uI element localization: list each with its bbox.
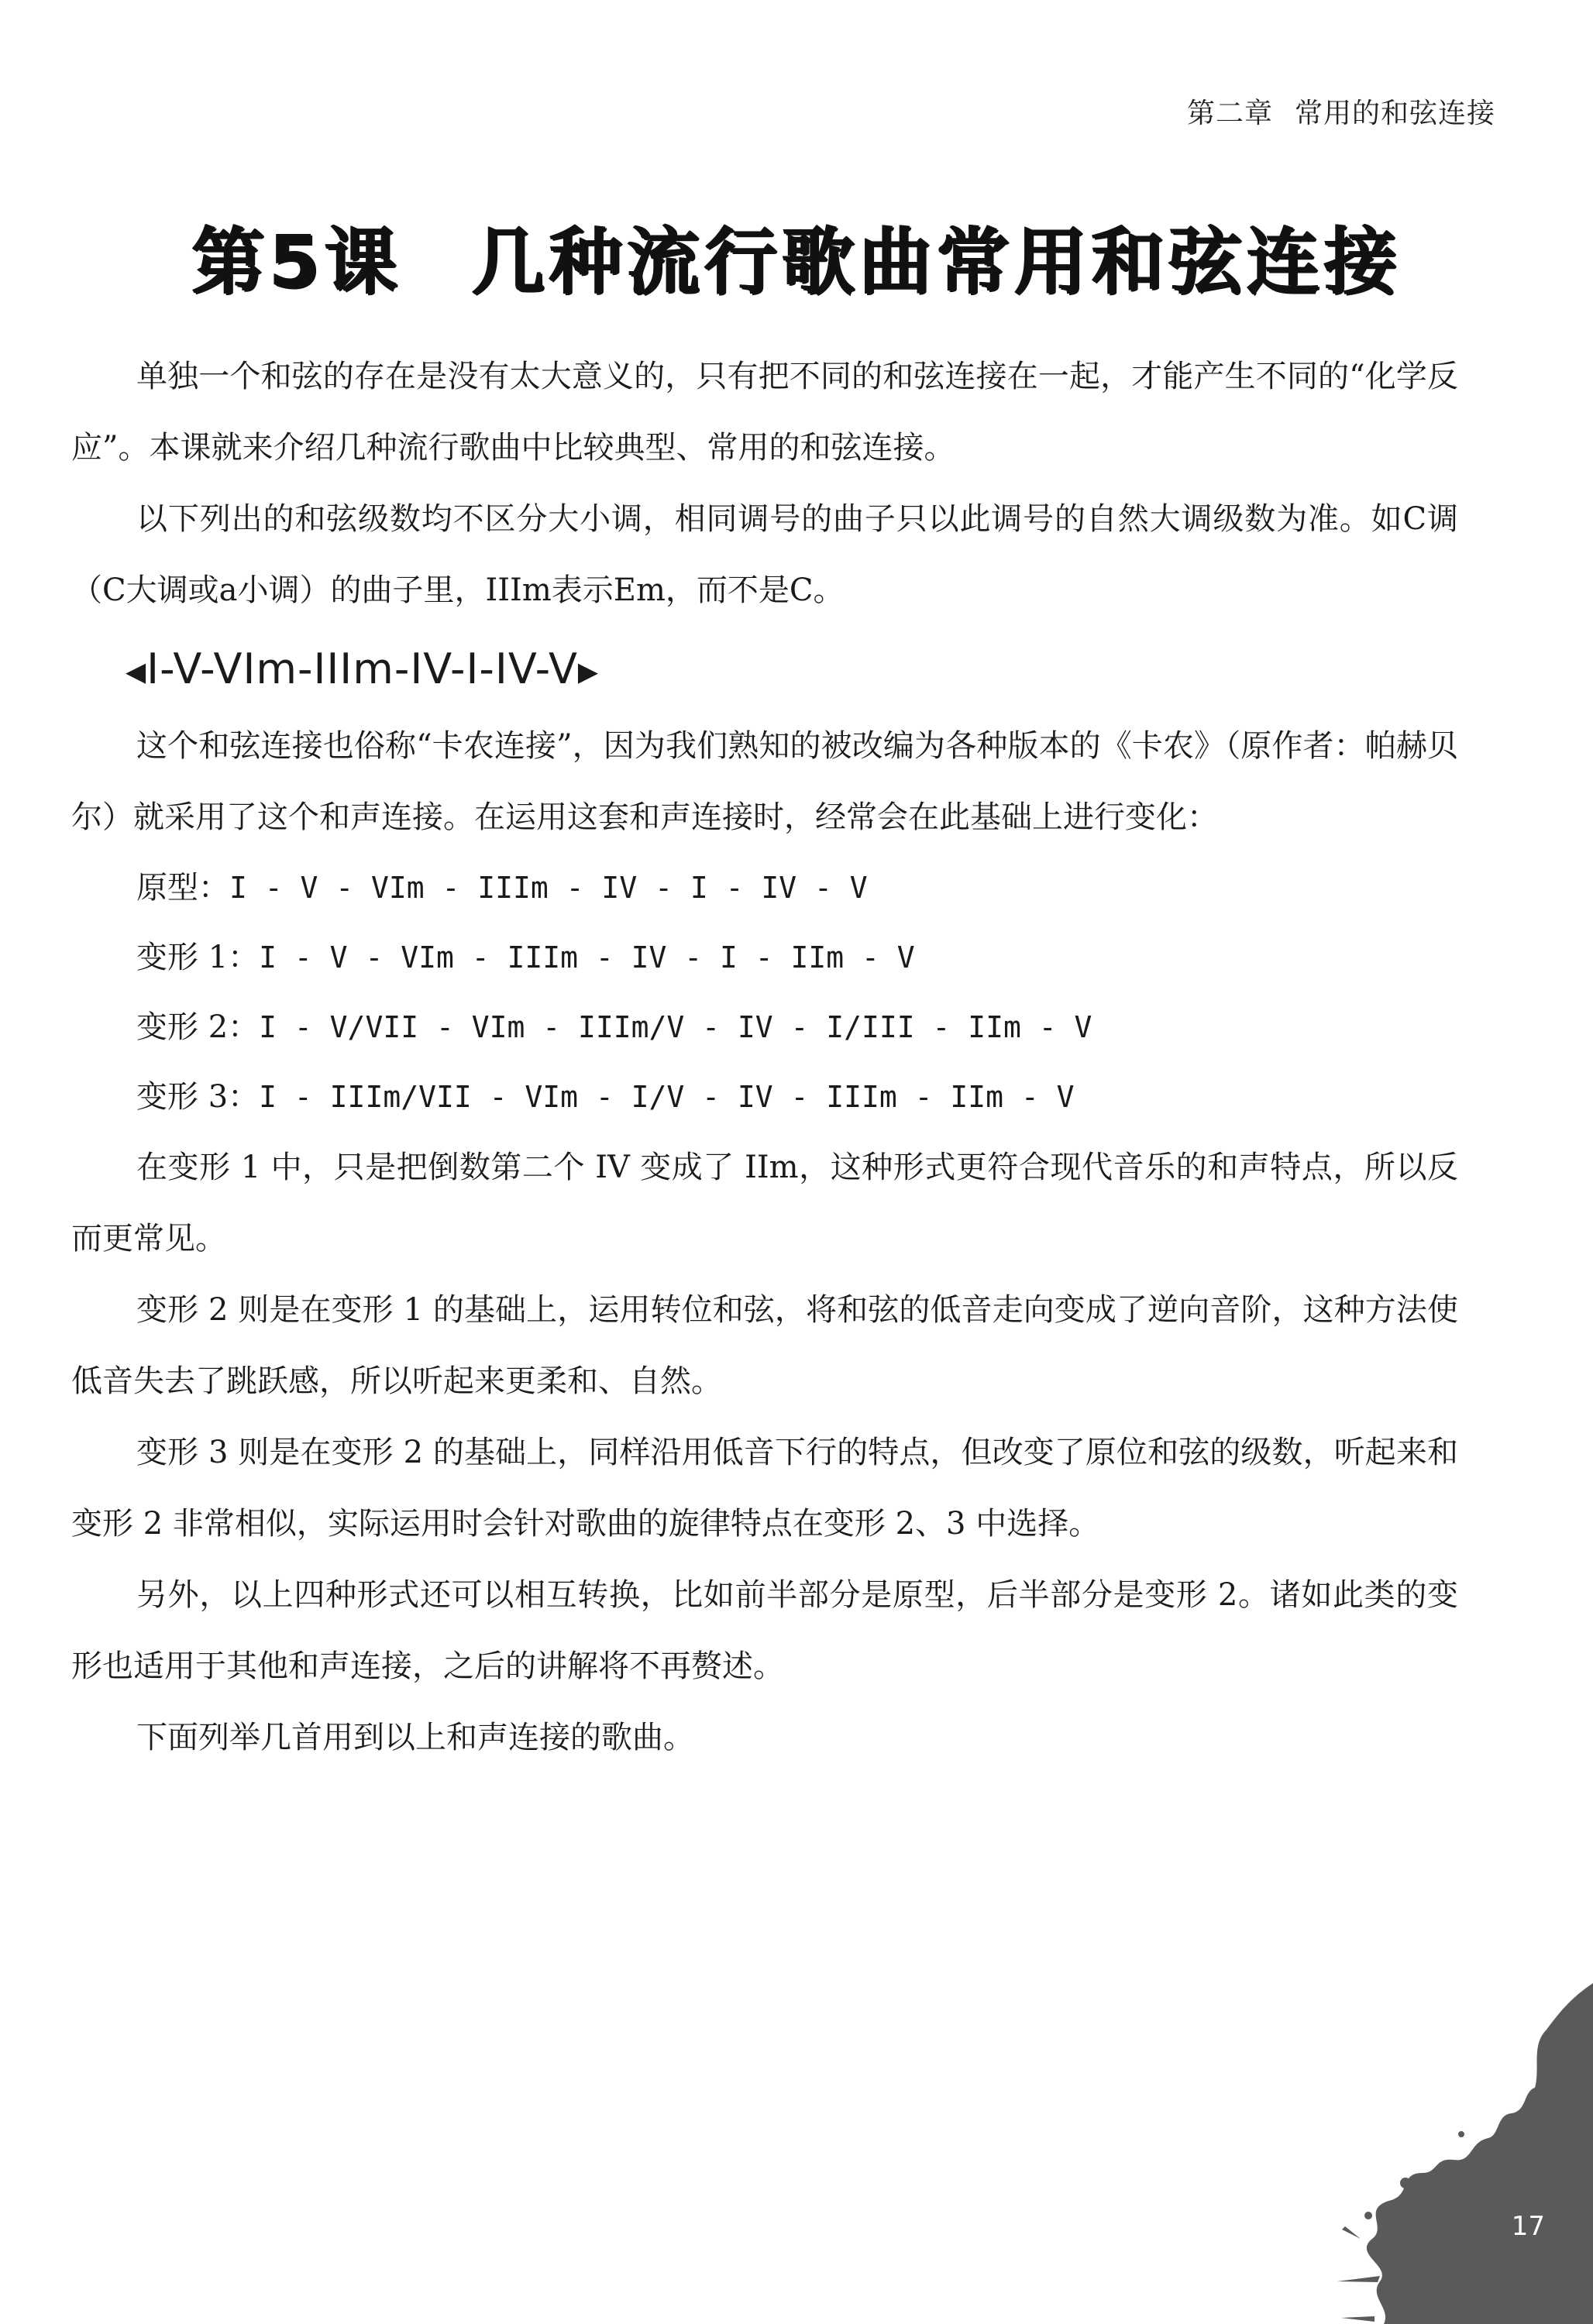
left-triangle-icon: ◀	[126, 656, 147, 688]
progression-line	[136, 853, 1458, 923]
body-paragraph: 下面列举几首用到以上和声连接的歌曲。	[136, 1720, 694, 1756]
page-number: 17	[1511, 2211, 1545, 2242]
progression-label: 变形 1：	[136, 940, 260, 976]
running-header	[1187, 91, 1495, 131]
intro-paragraph: 以下列出的和弦级数均不区分大小调，相同调号的曲子只以此调号的自然大调级数为准。如C调（C大调或a小调）的曲子里，IIIm表示Em，而不是C。	[71, 501, 1458, 608]
lesson-title	[0, 203, 1593, 308]
progression-sequence: I - IIIm/VII - VIm - I/V - IV - IIIm - IIm - V	[259, 1080, 1075, 1115]
body-paragraph: 变形 2 则是在变形 1 的基础上，运用转位和弦，将和弦的低音走向变成了逆向音阶，这种方法使低音失去了跳跃感，所以听起来更柔和、自然。	[71, 1292, 1458, 1400]
progression-label: 原型：	[136, 870, 229, 906]
page-content	[71, 341, 1458, 1773]
progression-label: 变形 2：	[136, 1009, 260, 1046]
section-heading	[126, 631, 1458, 710]
section-description: 这个和弦连接也俗称“卡农连接”，因为我们熟知的被改编为各种版本的《卡农》（原作者：帕赫贝尔）就采用了这个和声连接。在运用这套和声连接时，经常会在此基础上进行变化：	[71, 728, 1458, 836]
progression-sequence: I - V - VIm - IIIm - IV - I - IV - V	[229, 871, 868, 906]
progression-label: 变形 3：	[136, 1079, 260, 1116]
progression-line	[136, 923, 1458, 992]
progression-line	[136, 1062, 1458, 1132]
body-paragraph: 在变形 1 中，只是把倒数第二个 IV 变成了 IIm，这种形式更符合现代音乐的和声特点，所以反而更常见。	[71, 1150, 1458, 1257]
right-triangle-icon: ▶	[577, 656, 600, 688]
progression-sequence: I - V/VII - VIm - IIIm/V - IV - I/III - IIm - V	[259, 1010, 1092, 1045]
lesson-number: 第5课	[191, 220, 402, 304]
body-paragraph: 变形 3 则是在变形 2 的基础上，同样沿用低音下行的特点，但改变了原位和弦的级数，听起来和变形 2 非常相似，实际运用时会针对歌曲的旋律特点在变形 2、3 中选择。	[71, 1435, 1458, 1542]
section-heading-text: I-V-VIm-IIIm-IV-I-IV-V	[146, 645, 578, 693]
intro-paragraph: 单独一个和弦的存在是没有太大意义的，只有把不同的和弦连接在一起，才能产生不同的“化学反应”。本课就来介绍几种流行歌曲中比较典型、常用的和弦连接。	[71, 359, 1458, 466]
chapter-title: 常用的和弦连接	[1294, 98, 1495, 129]
lesson-title-text: 几种流行歌曲常用和弦连接	[471, 220, 1402, 304]
ink-splat-decoration	[1337, 1983, 1593, 2324]
progression-sequence: I - V - VIm - IIIm - IV - I - IIm - V	[259, 940, 915, 975]
progression-line	[136, 992, 1458, 1062]
body-paragraph: 另外，以上四种形式还可以相互转换，比如前半部分是原型，后半部分是变形 2。诸如此类的变形也适用于其他和声连接，之后的讲解将不再赘述。	[71, 1577, 1458, 1685]
chapter-number: 第二章	[1186, 98, 1273, 129]
